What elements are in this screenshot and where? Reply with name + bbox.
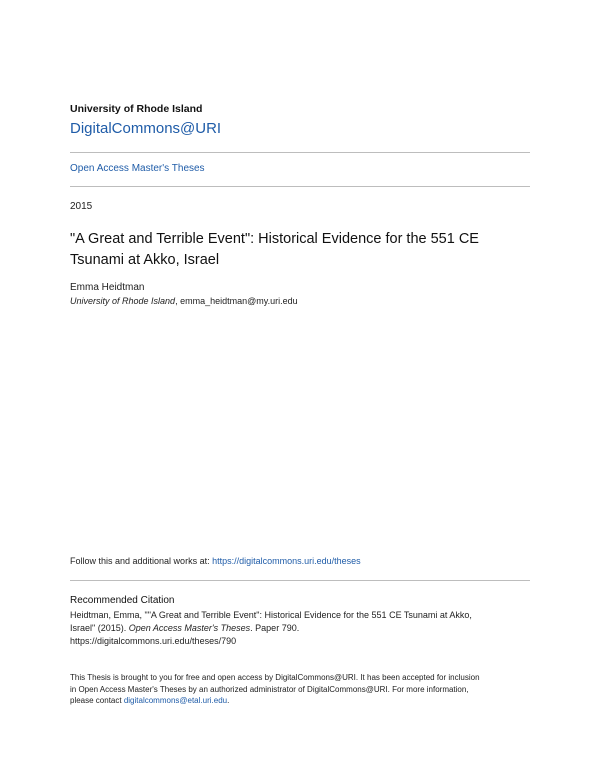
title-line: Tsunami at Akko, Israel <box>70 252 220 268</box>
author-email: emma_heidtman@my.uri.edu <box>180 296 298 306</box>
notice-suffix: . <box>227 696 230 705</box>
citation-series: Open Access Master's Theses <box>128 623 251 633</box>
citation-suffix: . Paper 790. <box>250 623 300 633</box>
title-line: "A Great and Terrible Event": Historical Evidence for the 551 CE <box>70 231 479 247</box>
author-affiliation <box>70 296 298 306</box>
citation-text <box>70 609 530 648</box>
repository-link[interactable]: DigitalCommons@URI <box>70 120 222 137</box>
follow-line <box>70 556 361 566</box>
institution-name: University of Rhode Island <box>70 103 203 115</box>
notice-line: This Thesis is brought to you for free and open access by DigitalCommons@URI. It has been accepted for inclusion <box>70 673 480 682</box>
author-institution: University of Rhode Island <box>70 296 176 306</box>
notice-prefix: please contact <box>70 696 124 705</box>
notice-line <box>70 695 530 707</box>
thesis-title <box>70 229 530 271</box>
citation-prefix: Israel" (2015). <box>70 623 129 633</box>
notice-line: in Open Access Master's Theses by an authorized administrator of DigitalCommons@URI. For more information, <box>70 684 469 694</box>
series-link[interactable]: Open Access Master's Theses <box>70 163 205 174</box>
contact-email-link[interactable]: digitalcommons@etal.uri.edu <box>123 696 228 705</box>
citation-divider <box>70 580 530 581</box>
series-divider <box>70 186 530 187</box>
citation-heading: Recommended Citation <box>70 595 175 606</box>
top-divider <box>70 152 530 153</box>
affiliation-separator: , <box>175 296 181 306</box>
follow-prefix: Follow this and additional works at: <box>70 556 213 566</box>
publication-year: 2015 <box>70 201 93 212</box>
citation-line <box>70 622 530 635</box>
author-name: Emma Heidtman <box>70 282 145 293</box>
citation-url: https://digitalcommons.uri.edu/theses/790 <box>70 636 237 646</box>
citation-line: Heidtman, Emma, ""A Great and Terrible Event": Historical Evidence for the 551 CE Tsunami at Akko, <box>70 610 472 620</box>
access-notice <box>70 672 530 707</box>
follow-link[interactable]: https://digitalcommons.uri.edu/theses <box>212 556 361 566</box>
